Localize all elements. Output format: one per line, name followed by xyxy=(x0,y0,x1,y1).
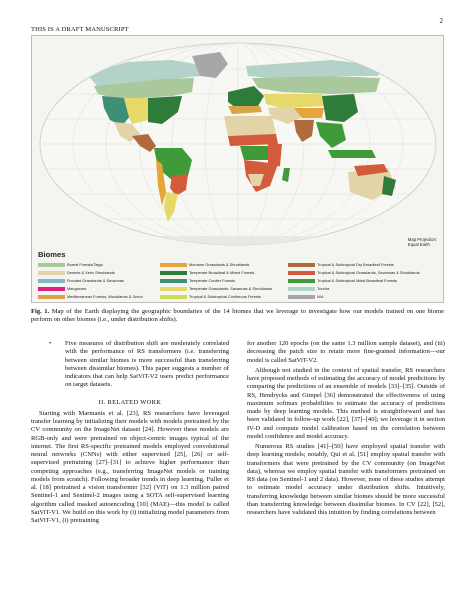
legend-item xyxy=(160,270,254,275)
legend-label: Boreal Forests/Taiga xyxy=(67,262,103,267)
legend-swatch xyxy=(288,295,315,299)
legend-label: Temperate Broadleaf & Mixed Forests xyxy=(189,270,255,275)
legend-title: Biomes xyxy=(38,250,66,259)
legend-item xyxy=(38,278,124,283)
legend-label: Tropical & Subtropical Grasslands, Savannas & Shrublands xyxy=(317,270,420,275)
legend-swatch xyxy=(160,271,187,275)
biome-map-figure xyxy=(31,35,444,303)
legend-item xyxy=(288,286,329,291)
contribution-bullet xyxy=(31,340,229,390)
right-column xyxy=(247,340,445,517)
body-paragraph: for another 120 epochs (on the same 1.3 million sample dataset), and (iii) decreasing the patch size to retain more fine-grained information—our model is called SatViT-V2. xyxy=(247,340,445,364)
legend-item xyxy=(288,270,420,275)
legend-item xyxy=(288,294,324,299)
legend-label: Tropical & Subtropical Moist Broadleaf Forests xyxy=(317,278,398,283)
section-heading: II. RELATED WORK xyxy=(98,398,162,406)
sahara xyxy=(224,116,276,136)
legend-item xyxy=(288,278,397,283)
projection-label: Map Projection: xyxy=(407,237,437,242)
legend-item xyxy=(38,270,115,275)
legend-label: Tundra xyxy=(317,286,330,291)
caption-text: Map of the Earth displaying the geographic boundaries of the 14 biomes that we leverage to investigate how our models trained on one biome perform on other biomes (i.e., under distribution shifts). xyxy=(31,308,444,324)
world-map xyxy=(32,36,444,248)
legend-swatch xyxy=(38,287,65,291)
legend-item xyxy=(160,286,272,291)
figure-caption xyxy=(31,308,444,325)
legend-swatch xyxy=(288,271,315,275)
legend-swatch xyxy=(288,263,315,267)
running-head: THIS IS A DRAFT MANUSCRIPT xyxy=(31,26,129,33)
new-zealand xyxy=(408,194,416,208)
legend-swatch xyxy=(160,279,187,283)
legend-label: Deserts & Xeric Shrublands xyxy=(67,270,115,275)
legend-label: N/A xyxy=(317,294,324,299)
caption-label: Fig. 1. xyxy=(31,308,50,315)
legend-label: Tropical & Subtropical Dry Broadleaf Forests xyxy=(317,262,394,267)
legend-swatch xyxy=(160,263,187,267)
page-number: 2 xyxy=(439,17,443,25)
legend-item xyxy=(160,278,235,283)
body-paragraph: Although not studied in the context of spatial transfer, RS researchers have proposed methods of estimating the accuracy of model predictions by comparing the predictions of an ensemble of models [33]–[35]. Outside of RS, Hendrycks and Gimpel [36] demonstrated the effectiveness of using maximum softmax probabilities to estimate the accuracy of predictions made by deep learning models. This method is straightforward and has been validated in follow-up work [22], [37]–[40]; we leverage it in section IV-D and compute model calibration based on the correlation between model confidence and model accuracy. xyxy=(247,366,445,440)
projection-value: Equal Earth xyxy=(407,242,430,247)
antarctica xyxy=(72,236,412,248)
legend-item xyxy=(38,262,103,267)
legend-label: Tropical & Subtropical Coniferous Forests xyxy=(189,294,261,299)
legend-swatch xyxy=(160,295,187,299)
legend-label: Mangroves xyxy=(67,286,87,291)
legend-item xyxy=(38,294,143,299)
biome-legend xyxy=(38,250,438,300)
legend-item xyxy=(160,294,261,299)
bullet-text: Five measures of distribution shift are moderately correlated with the performance of RS transformers (i.e. transferring between similar biomes is more successful than transferring between dissimilar biomes). This paper suggests a number of indicators that can help SatViT-V2 users predict performance on target datasets. xyxy=(65,340,229,389)
body-paragraph: Starting with Marmanis et al. [23], RS researchers have leveraged transfer learning by initializing their models with models pretrained by the CV community on the ImageNet dataset [24]. However these models are RGB-only and were pretrained on object-centric images typical of the internet. The first RS-specific pretrained models employed convolutional neural networks (CNNs) with either supervised [25], [26] or self-supervised pretraining [27]–[31] to achieve higher performance than competing approaches (e.g., transferring ImageNet models or training models from scratch). Following broader trends in deep learning, Fuller et al. [18] pretrained a vision transformer [32] (ViT) on 1.3 million paired Sentinel-1 and Sentinel-2 images using a SOTA self-supervised learning algorithm called masked autoencoding [10] (MAE)—this model is called SatViT-V1. We build on this work by (i) initializing model parameters from SatViT-V1, (i) pretraining xyxy=(31,409,229,524)
legend-label: Flooded Grasslands & Savannas xyxy=(67,278,124,283)
legend-label: Temperate Grasslands, Savannas & Shrublands xyxy=(189,286,273,291)
indonesia xyxy=(328,150,376,158)
legend-label: Montane Grasslands & Shrublands xyxy=(189,262,250,267)
body-paragraph: Numerous RS studies [41]–[50] have employed spatial transfer with deep learning models; notably, Qui et al. [51] employ spatial transfer with transformers that were pretrained by the CV community (on ImageNet data), whereas we employ spatial transfer with transformers pretrained on RS data (on Sentinel-1 and 2 data). However, none of these studies attempt to estimate model accuracy under distribution shifts. Intuitively, transferring knowledge between similar biomes should be more successful than transferring knowledge between dissimilar biomes. In CV [22], [52], researchers have validated this intuition by finding correlations between xyxy=(247,443,445,516)
legend-label: Temperate Conifer Forests xyxy=(189,278,236,283)
legend-swatch xyxy=(38,271,65,275)
legend-swatch xyxy=(38,279,65,283)
legend-swatch xyxy=(38,295,65,299)
legend-item xyxy=(288,262,394,267)
legend-item xyxy=(38,286,86,291)
bullet-icon: • xyxy=(49,340,52,347)
legend-swatch xyxy=(288,279,315,283)
legend-swatch xyxy=(160,287,187,291)
legend-swatch xyxy=(288,287,315,291)
left-column xyxy=(31,340,229,525)
congo xyxy=(240,146,268,160)
legend-item xyxy=(160,262,249,267)
map-projection-note xyxy=(408,237,437,247)
legend-swatch xyxy=(38,263,65,267)
legend-label: Mediterranean Forests, Woodlands & Scrub xyxy=(67,294,143,299)
